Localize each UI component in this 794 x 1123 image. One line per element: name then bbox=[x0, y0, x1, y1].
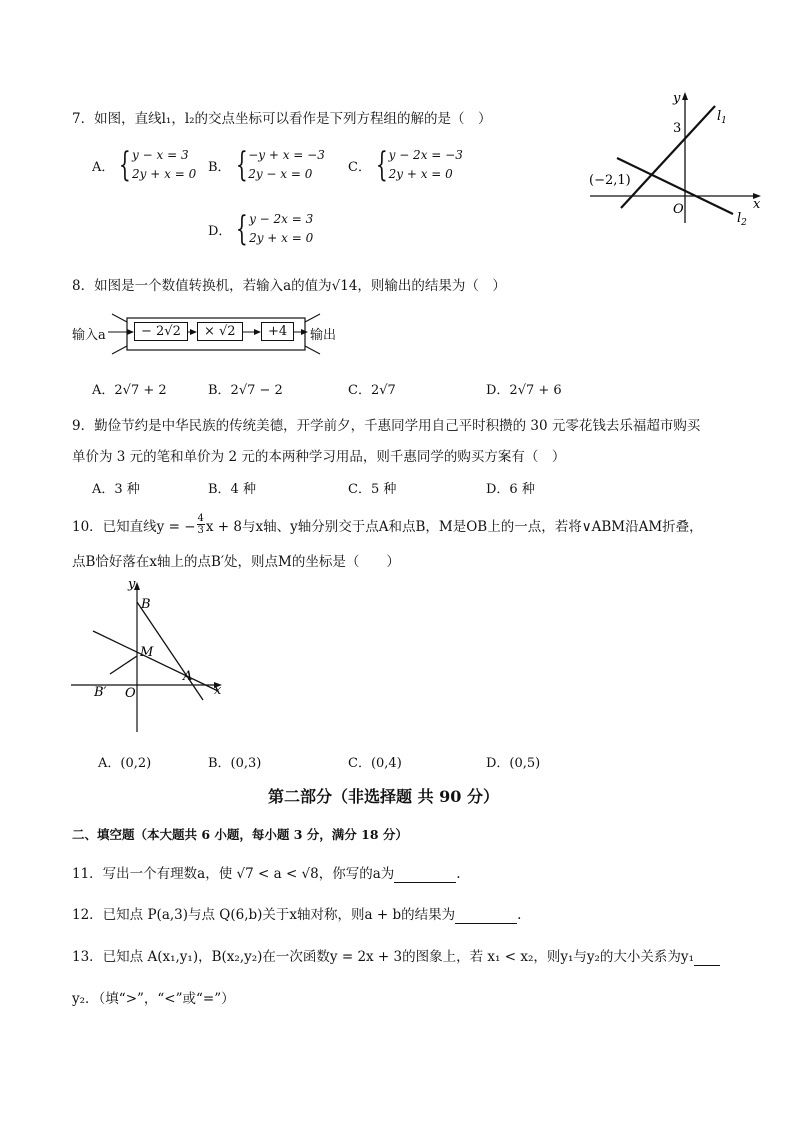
origin-label: O bbox=[673, 202, 684, 217]
q8-option-b: B．2√7 − 2 bbox=[208, 383, 283, 398]
q9-option-d: D．6 种 bbox=[486, 482, 535, 497]
box-add: +4 bbox=[261, 322, 294, 341]
y-label: y bbox=[128, 577, 136, 592]
fraction bbox=[197, 513, 205, 536]
q11-period: . bbox=[456, 866, 461, 882]
line-am bbox=[93, 631, 218, 691]
point-bprime-label: B′ bbox=[94, 685, 107, 700]
frame-corner bbox=[305, 314, 320, 322]
y-arrow-icon bbox=[682, 92, 688, 100]
l2-letter: l bbox=[737, 211, 742, 226]
l2-subscript: 2 bbox=[741, 218, 747, 228]
line-l1 bbox=[621, 106, 715, 208]
q10-option-d: D．(0,5) bbox=[486, 756, 541, 771]
segment-bprime-m bbox=[110, 656, 137, 674]
q7-option-c bbox=[348, 146, 463, 184]
q10-stem-prefix: 10．已知直线y = − bbox=[72, 518, 196, 535]
equation: y − 2x = −3 bbox=[388, 148, 463, 162]
arrow-icon bbox=[190, 329, 197, 335]
q7-option-b bbox=[208, 146, 325, 184]
point-a-label: A bbox=[183, 669, 193, 684]
q8-machine bbox=[72, 312, 372, 356]
q7-figure bbox=[585, 88, 770, 233]
brace-icon: { bbox=[236, 209, 249, 249]
equation: −y + x = −3 bbox=[248, 148, 325, 162]
x-label: x bbox=[214, 683, 222, 698]
frame-corner bbox=[112, 314, 127, 322]
q12 bbox=[72, 903, 521, 924]
equation: y − x = 3 bbox=[132, 148, 189, 162]
brace-icon: { bbox=[235, 145, 248, 185]
point-m-label: M bbox=[140, 645, 154, 660]
part2-title: 第二部分（非选择题 共 90 分） bbox=[268, 787, 499, 806]
q12-period: . bbox=[517, 907, 522, 923]
fraction-numerator: 4 bbox=[197, 513, 204, 524]
equation: 2y + x = 0 bbox=[132, 167, 197, 181]
point-b-label: B bbox=[141, 597, 151, 612]
equation: 2y − x = 0 bbox=[248, 167, 313, 181]
l2-label bbox=[737, 211, 747, 228]
q10-figure bbox=[68, 574, 233, 734]
equation: 2y + x = 0 bbox=[388, 167, 453, 181]
q8-stem: 8．如图是一个数值转换机，若输入a的值为√14，则输出的结果为（ ） bbox=[72, 278, 506, 294]
brace-icon: { bbox=[119, 145, 132, 185]
q9-option-c: C．5 种 bbox=[348, 482, 397, 497]
box-multiply: × √2 bbox=[197, 322, 243, 341]
q13-line2: y₂．（填“>”，“<”或“=”） bbox=[72, 991, 235, 1007]
arrow-icon bbox=[254, 329, 261, 335]
q11 bbox=[72, 862, 461, 883]
q10-option-b: B．(0,3) bbox=[208, 756, 262, 771]
l1-letter: l bbox=[717, 109, 722, 124]
x-label: x bbox=[753, 197, 761, 212]
answer-blank[interactable] bbox=[394, 866, 456, 883]
frame-corner bbox=[112, 346, 127, 354]
brace-icon: { bbox=[375, 145, 388, 185]
q8-option-c: C．2√7 bbox=[348, 383, 396, 398]
answer-blank[interactable] bbox=[455, 907, 517, 924]
q9-stem-line2: 单价为 3 元的笔和单价为 2 元的本两种学习用品，则千惠同学的购买方案有（ ） bbox=[72, 449, 566, 465]
input-label: 输入a bbox=[72, 328, 106, 343]
q10-stem-line2: 点B恰好落在x轴上的点B′处，则点M的坐标是（ ） bbox=[72, 554, 400, 570]
box-subtract: − 2√2 bbox=[134, 322, 188, 341]
section2-title: 二、填空题（本大题共 6 小题，每小题 3 分，满分 18 分） bbox=[72, 827, 408, 842]
q8-option-a: A．2√7 + 2 bbox=[92, 383, 167, 398]
option-label: B． bbox=[208, 159, 231, 175]
equation: y − 2x = 3 bbox=[249, 212, 314, 226]
q8-option-d: D．2√7 + 6 bbox=[486, 383, 562, 398]
answer-blank[interactable] bbox=[694, 949, 720, 966]
q10-stem-suffix: x + 8与x轴、y轴分别交于点A和点B，M是OB上的一点，若将∨ABM沿AM折叠， bbox=[205, 518, 703, 535]
option-label: D． bbox=[208, 223, 232, 239]
q9-stem-line1: 9．勤俭节约是中华民族的传统美德，开学前夕，千惠同学用自己平时积攒的 30 元零花钱去乐福超市购买 bbox=[72, 418, 701, 434]
y-intercept-label: 3 bbox=[673, 121, 682, 136]
q7-option-a bbox=[92, 146, 196, 184]
output-label: 输出 bbox=[310, 328, 337, 343]
l1-label bbox=[717, 109, 727, 126]
option-label: C． bbox=[348, 159, 371, 175]
origin-label: O bbox=[125, 686, 136, 701]
l1-subscript: 1 bbox=[721, 116, 727, 126]
fraction-denominator: 3 bbox=[197, 525, 204, 536]
q13-text: 13．已知点 A(x₁,y₁)，B(x₂,y₂)在一次函数y = 2x + 3的图象上，若 x₁ < x₂，则y₁与y₂的大小关系为y₁ bbox=[72, 949, 694, 965]
q7-stem: 7．如图，直线l₁，l₂的交点坐标可以看作是下列方程组的解的是（ ） bbox=[72, 111, 492, 127]
arrow-icon bbox=[127, 329, 134, 335]
q11-text: 11．写出一个有理数a，使 √7 < a < √8，你写的a为 bbox=[72, 866, 395, 882]
equation: 2y + x = 0 bbox=[249, 231, 314, 245]
q13-line1 bbox=[72, 945, 720, 966]
intersection-label: (−2,1) bbox=[589, 173, 631, 188]
q10-stem-line1 bbox=[72, 513, 703, 536]
q10-option-a: A．(0,2) bbox=[98, 756, 152, 771]
y-label: y bbox=[673, 91, 681, 106]
q10-option-c: C．(0,4) bbox=[348, 756, 402, 771]
q12-text: 12．已知点 P(a,3)与点 Q(6,b)关于x轴对称，则a + b的结果为 bbox=[72, 907, 456, 923]
frame-corner bbox=[305, 346, 320, 354]
q9-option-a: A．3 种 bbox=[92, 482, 140, 497]
option-label: A． bbox=[92, 159, 115, 175]
q7-option-d bbox=[208, 210, 313, 248]
q9-option-b: B．4 种 bbox=[208, 482, 256, 497]
